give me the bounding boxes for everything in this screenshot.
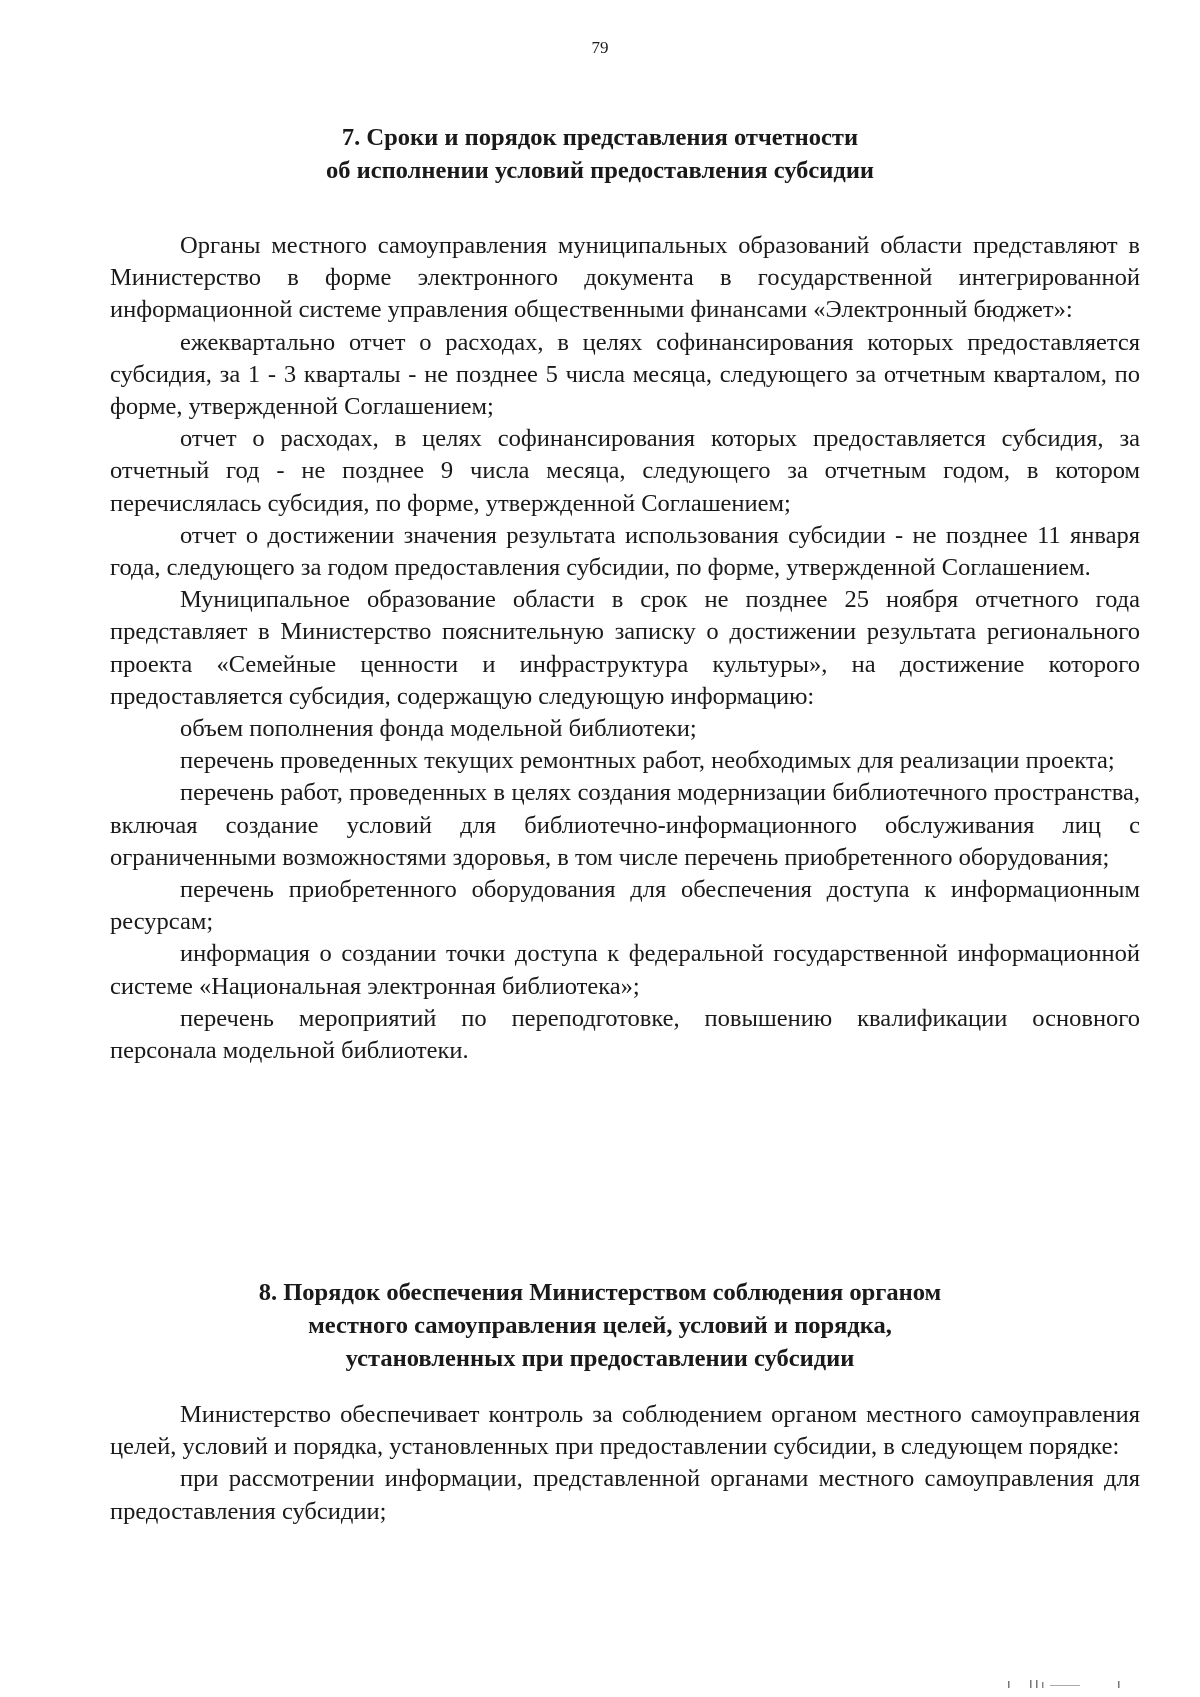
section-7-heading-line: об исполнении условий предоставления субсидии bbox=[325, 157, 875, 184]
list-item: перечень работ, проведенных в целях создания модернизации библиотечного пространства, включая создание условий для библиотечно-информационного обслуживания лиц с ограниченными возможностями здоровья, в том числе перечень приобретенного оборудования; bbox=[110, 779, 1140, 871]
list-item: объем пополнения фонда модельной библиотеки; bbox=[180, 715, 697, 743]
list-item: перечень приобретенного оборудования для обеспечения доступа к информационным ресурсам; bbox=[110, 876, 1140, 936]
section-8-heading-line: 8. Порядок обеспечения Министерством соблюдения органом bbox=[258, 1279, 942, 1306]
paragraph: Органы местного самоуправления муниципальных образований области представляют в Министерство в форме электронного документа в государственной интегрированной информационной системе управления общественными финансами «Электронный бюджет»: bbox=[110, 232, 1140, 324]
list-item: перечень мероприятий по переподготовке, повышению квалификации основного персонала модельной библиотеки. bbox=[110, 1004, 1140, 1065]
paragraph: Муниципальное образование области в срок не позднее 25 ноября отчетного года представляет в Министерство пояснительную записку о достижении результата регионального проекта «Семейные ценности и инфраструктура культуры», на достижение которого предоставляется субсидия, содержащую следующую информацию: bbox=[110, 586, 1140, 710]
list-item: ежеквартально отчет о расходах, в целях софинансирования которых предоставляется субсидия, за 1 - 3 кварталы - не позднее 5 числа месяца, следующего за отчетным кварталом, по форме, утвержденной Соглашением; bbox=[110, 328, 1140, 421]
list-item: отчет о достижении значения результата использования субсидии - не позднее 11 января года, следующего за годом предоставления субсидии, по форме, утвержденной Соглашением. bbox=[110, 521, 1140, 582]
section-8-heading-line: установленных при предоставлении субсидии bbox=[345, 1345, 855, 1372]
scan-artifact-marks bbox=[1000, 1679, 1140, 1689]
list-item: информация о создании точки доступа к федеральной государственной информационной системе «Национальная электронная библиотека»; bbox=[110, 940, 1140, 1000]
section-8-heading-line: местного самоуправления целей, условий и порядка, bbox=[308, 1312, 892, 1339]
list-item: отчет о расходах, в целях софинансирования которых предоставляется субсидия, за отчетный год - не позднее 9 числа месяца, следующего за отчетным годом, в котором перечислялась субсидия, по форме, утвержденной Соглашением; bbox=[110, 425, 1140, 517]
section-7-heading-line: 7. Сроки и порядок представления отчетности bbox=[341, 124, 859, 151]
list-item: при рассмотрении информации, представленной органами местного самоуправления для предоставления субсидии; bbox=[110, 1465, 1140, 1525]
section-7-body bbox=[110, 230, 1140, 1067]
list-item: перечень проведенных текущих ремонтных работ, необходимых для реализации проекта; bbox=[180, 747, 1115, 775]
section-8-heading bbox=[100, 1276, 1100, 1375]
page-number: 79 bbox=[591, 38, 609, 57]
section-7-heading bbox=[100, 121, 1100, 187]
section-8-body bbox=[110, 1399, 1140, 1528]
paragraph: Министерство обеспечивает контроль за соблюдением органом местного самоуправления целей, условий и порядка, установленных при предоставлении субсидии, в следующем порядке: bbox=[110, 1401, 1140, 1461]
